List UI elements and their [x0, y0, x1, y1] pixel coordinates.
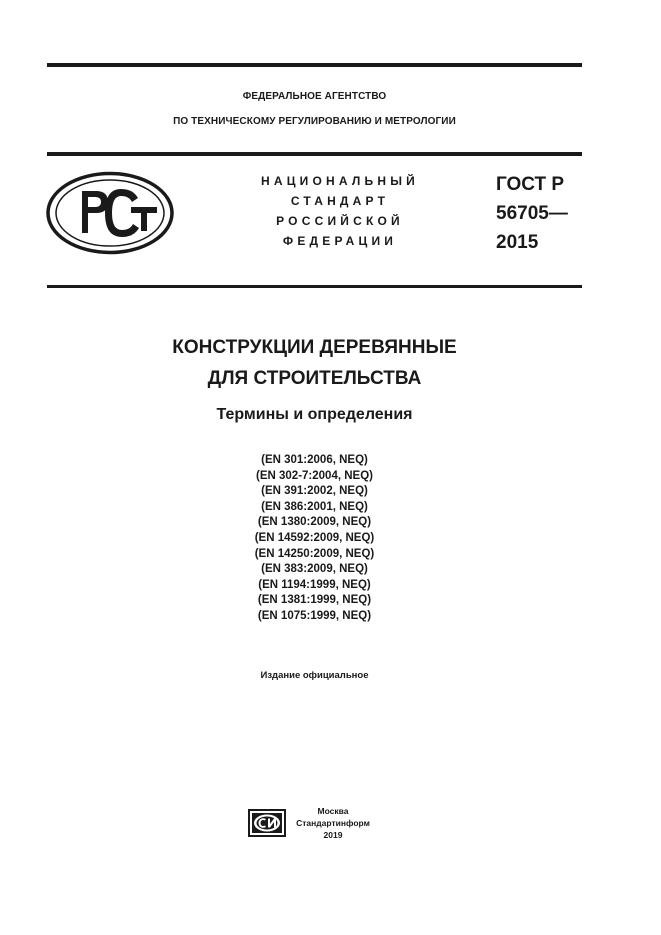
agency-name-line-2: ПО ТЕХНИЧЕСКОМУ РЕГУЛИРОВАНИЮ И МЕТРОЛОГИИ	[173, 116, 456, 127]
standard-type-line-3: РОССИЙСКОЙ	[276, 214, 404, 228]
standard-type-line-2: СТАНДАРТ	[290, 194, 390, 208]
reference-item: (EN 302-7:2004, NEQ)	[256, 469, 373, 482]
reference-item: (EN 1380:2009, NEQ)	[257, 516, 372, 529]
reference-item: (EN 383:2009, NEQ)	[261, 563, 368, 576]
designation-line-1: ГОСТ Р	[496, 174, 565, 195]
en-references-list	[47, 453, 582, 625]
standard-type-line-4: ФЕДЕРАЦИИ	[282, 234, 398, 248]
reference-item: (EN 1075:1999, NEQ)	[257, 609, 372, 622]
official-edition-label: Издание официальное	[260, 670, 369, 681]
standard-type-line-1: НАЦИОНАЛЬНЫЙ	[260, 174, 420, 188]
middle-rule	[47, 152, 582, 156]
publisher-city: Москва	[317, 806, 349, 816]
document-title-line-1: КОНСТРУКЦИИ ДЕРЕВЯННЫЕ	[172, 337, 457, 358]
standard-type-block	[240, 171, 440, 251]
document-subtitle: Термины и определения	[216, 406, 413, 423]
publisher-name: Стандартинформ	[296, 818, 370, 828]
reference-item: (EN 386:2001, NEQ)	[261, 500, 368, 513]
rst-emblem-logo	[45, 171, 175, 255]
standartinform-logo	[248, 809, 286, 837]
publisher-block	[288, 805, 378, 841]
designation-line-3: 2015	[496, 232, 539, 253]
reference-item: (EN 14250:2009, NEQ)	[254, 547, 375, 560]
reference-item: (EN 1194:1999, NEQ)	[258, 578, 371, 591]
reference-item: (EN 391:2002, NEQ)	[261, 485, 368, 498]
reference-item: (EN 14592:2009, NEQ)	[254, 531, 375, 544]
publisher-year: 2019	[323, 830, 343, 840]
reference-item: (EN 301:2006, NEQ)	[261, 454, 368, 466]
standard-designation	[496, 170, 568, 257]
designation-line-2: 56705—	[496, 203, 568, 224]
top-rule	[47, 63, 582, 67]
agency-name-line-1: ФЕДЕРАЛЬНОЕ АГЕНТСТВО	[242, 91, 387, 102]
lower-rule	[47, 285, 582, 288]
document-title-line-2: ДЛЯ СТРОИТЕЛЬСТВА	[207, 368, 422, 389]
reference-item: (EN 1381:1999, NEQ)	[257, 594, 372, 607]
